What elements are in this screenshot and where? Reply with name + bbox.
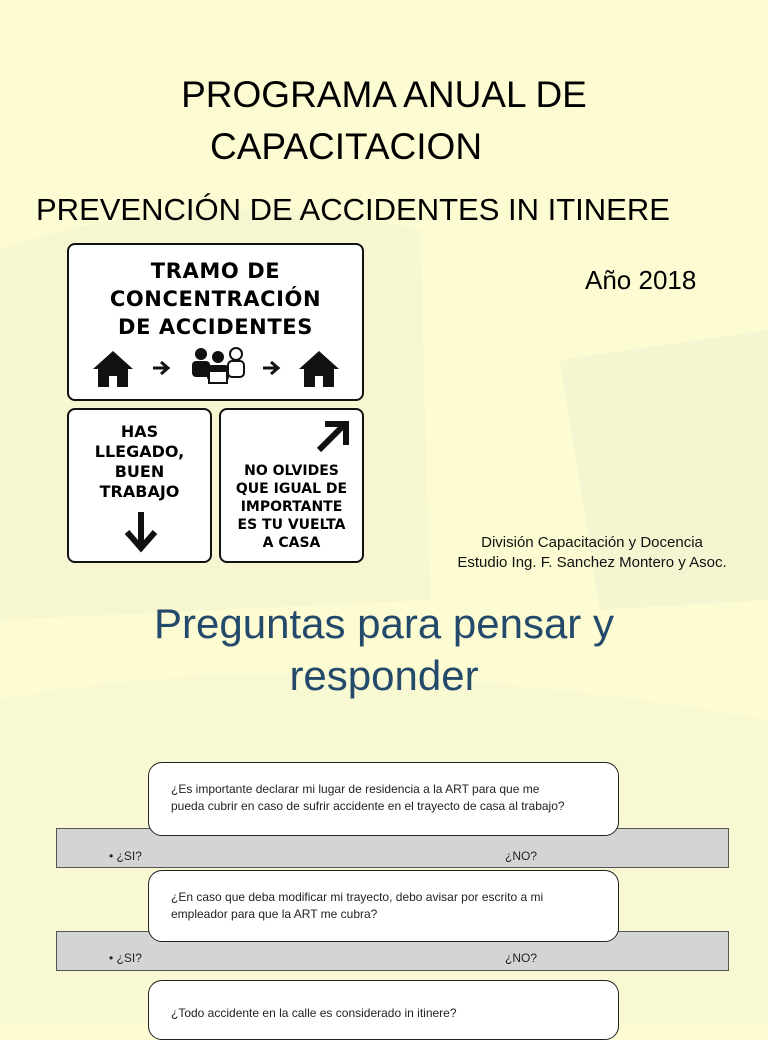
answer-no[interactable]: ¿NO? — [505, 849, 538, 863]
house-icon — [91, 349, 135, 389]
sign-left-line3: BUEN — [114, 462, 165, 481]
question-box — [148, 980, 619, 1040]
sign-left-line4: TRABAJO — [99, 482, 180, 501]
questions-heading — [0, 598, 768, 702]
sign-right-line4: ES TU VUELTA — [237, 517, 346, 533]
sign-right-line3: IMPORTANTE — [240, 499, 343, 515]
answer-yes[interactable]: • ¿SI? — [109, 951, 142, 965]
arrow-up-right-icon — [313, 418, 353, 456]
arrow-right-icon — [151, 359, 173, 377]
sign-right-line1: NO OLVIDES — [244, 463, 339, 479]
sign-return-home — [219, 408, 364, 563]
division-credit — [432, 533, 752, 573]
questions-heading-line2: responder — [289, 652, 479, 699]
sign-left-line2: LLEGADO, — [94, 442, 185, 461]
sign-right-line2: QUE IGUAL DE — [235, 481, 348, 497]
sign-top-line1: TRAMO DE — [150, 259, 281, 283]
page-title-line2: CAPACITACION — [210, 126, 483, 167]
question-text-line1: ¿Es importante declarar mi lugar de residencia a la ART para que me — [171, 782, 540, 796]
arrow-right-icon — [261, 359, 283, 377]
workers-icon — [187, 345, 249, 389]
house-icon — [297, 349, 341, 389]
sign-top-line2: CONCENTRACIÓN — [109, 287, 322, 311]
question-box — [148, 762, 619, 836]
questions-heading-line1: Preguntas para pensar y — [154, 600, 614, 647]
page-title-line1: PROGRAMA ANUAL DE — [181, 74, 587, 115]
arrow-down-icon — [121, 510, 161, 554]
sign-right-line5: A CASA — [262, 535, 321, 551]
year-label: Año 2018 — [585, 265, 697, 295]
division-line1: División Capacitación y Docencia — [481, 534, 703, 551]
question-text-line1: ¿Todo accidente en la calle es considerado in itinere? — [171, 1006, 457, 1020]
sign-top-line3: DE ACCIDENTES — [118, 315, 313, 339]
answer-no[interactable]: ¿NO? — [505, 951, 538, 965]
question-text-line1: ¿En caso que deba modificar mi trayecto, debo avisar por escrito a mi — [171, 890, 544, 904]
sign-arrived — [67, 408, 212, 563]
division-line2: Estudio Ing. F. Sanchez Montero y Asoc. — [457, 554, 727, 571]
question-text-line2: pueda cubrir en caso de sufrir accidente en el trayecto de casa al trabajo? — [171, 799, 565, 813]
answer-yes[interactable]: • ¿SI? — [109, 849, 142, 863]
page-subtitle: PREVENCIÓN DE ACCIDENTES IN ITINERE — [36, 192, 670, 227]
question-text-line2: empleador para que la ART me cubra? — [171, 907, 378, 921]
sign-left-line1: HAS — [120, 422, 159, 441]
question-box — [148, 870, 619, 942]
sign-accident-zone — [67, 243, 364, 401]
